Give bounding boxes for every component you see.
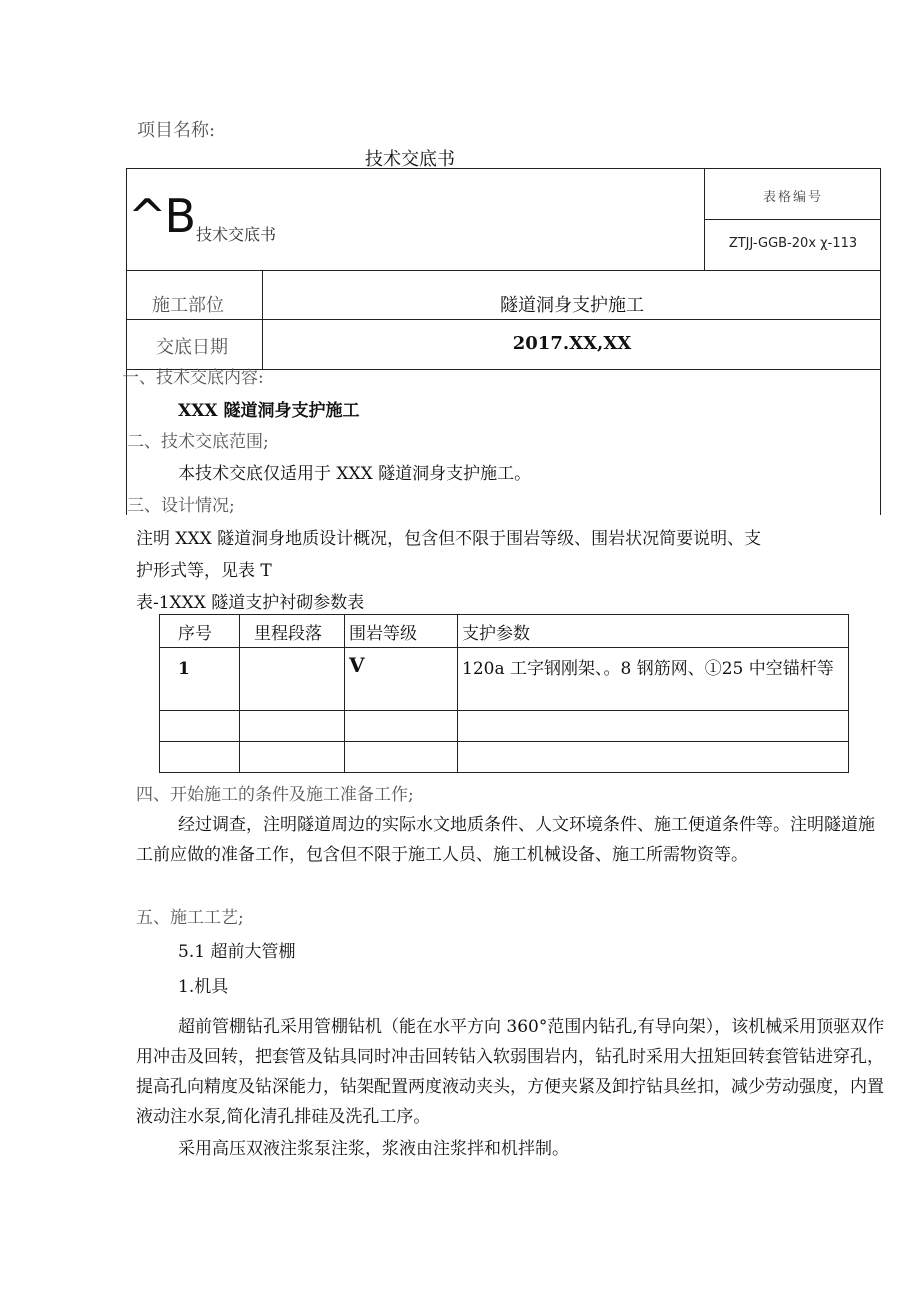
table-cell <box>160 742 240 773</box>
section-5-paragraph-2: 采用高压双液注浆泵注浆，浆液由注浆拌和机拌制。 <box>178 1139 569 1159</box>
table-row <box>160 711 849 742</box>
table-cell <box>458 742 849 773</box>
section-2-title: 二、技术交底范围; <box>127 432 269 452</box>
date-label: 交底日期 <box>156 337 228 358</box>
table-header-cell: 围岩等级 <box>345 615 458 648</box>
section-5-paragraph-1: 超前管棚钻孔采用管棚钻机（能在水平方向 360°范围内钻孔,有导向架），该机械采用顶驱双作用冲击及回转，把套管及钻具同时冲击回转钻入软弱围岩内，钻孔时采用大扭矩回转套管钻进穿孔，提高孔向精度及钻深能力，钻架配置两度液动夹头，方便夹紧及卸拧钻具丝扣，减少劳动强度，内置液动注水泵,简化清孔排硅及洗孔工序。 <box>136 1017 885 1127</box>
divider <box>262 270 263 370</box>
location-value: 隧道洞身支护施工 <box>500 295 644 316</box>
table-row <box>160 648 849 711</box>
section-3-body-line1: 注明 XXX 隧道洞身地质设计概况，包含但不限于围岩等级、围岩状况简要说明、支 <box>136 529 762 549</box>
table-cell <box>458 711 849 742</box>
table-header-cell: 支护参数 <box>458 615 849 648</box>
divider <box>880 370 881 515</box>
section-3-body-line2: 护形式等，见表 T <box>136 561 272 581</box>
divider <box>126 319 881 320</box>
section-5-1-heading: 5.1 超前大管棚 <box>178 942 296 962</box>
table-cell <box>345 711 458 742</box>
document-title: 技术交底书 <box>365 149 455 170</box>
form-number: ZTJJ-GGB-20x χ-113 <box>728 236 858 251</box>
logo-subtitle: 技术交底书 <box>196 225 277 244</box>
company-logo-mark: ^B <box>128 189 195 243</box>
divider <box>126 270 881 271</box>
form-number-label: 表格编号 <box>762 190 823 205</box>
table-cell: 1 <box>160 648 240 711</box>
location-label: 施工部位 <box>152 295 224 316</box>
table-cell: 120a 工字钢刚架、。8 钢筋网、①25 中空锚杆等 <box>458 648 849 711</box>
section-5-1-1-heading: 1.机具 <box>178 977 229 997</box>
table-caption: 表-1XXX 隧道支护衬砌参数表 <box>136 593 365 613</box>
section-4-title: 四、开始施工的条件及施工准备工作; <box>136 785 414 805</box>
section-4-body: 经过调查，注明隧道周边的实际水文地质条件、人文环境条件、施工便道条件等。注明隧道施工前应做的准备工作，包含但不限于施工人员、施工机械设备、施工所需物资等。 <box>136 815 875 865</box>
table-header-cell: 里程段落 <box>240 615 345 648</box>
support-params-table <box>159 614 849 773</box>
project-name-label: 项目名称: <box>137 120 216 141</box>
section-2-body: 本技术交底仅适用于 XXX 隧道洞身支护施工。 <box>178 464 532 484</box>
section-1-title: 一、技术交底内容: <box>122 368 264 388</box>
divider <box>704 219 881 220</box>
table-cell: V <box>345 648 458 711</box>
section-1-body: XXX 隧道洞身支护施工 <box>178 401 360 421</box>
date-value: 2017.XX,XX <box>512 333 632 354</box>
section-5-title: 五、施工工艺; <box>136 908 244 928</box>
section-3-title: 三、设计情况; <box>127 496 235 516</box>
table-cell <box>240 742 345 773</box>
table-cell <box>345 742 458 773</box>
table-cell <box>240 711 345 742</box>
table-cell <box>160 711 240 742</box>
table-row <box>160 742 849 773</box>
table-header-cell: 序号 <box>160 615 240 648</box>
table-header-row <box>160 615 849 648</box>
table-cell <box>240 648 345 711</box>
